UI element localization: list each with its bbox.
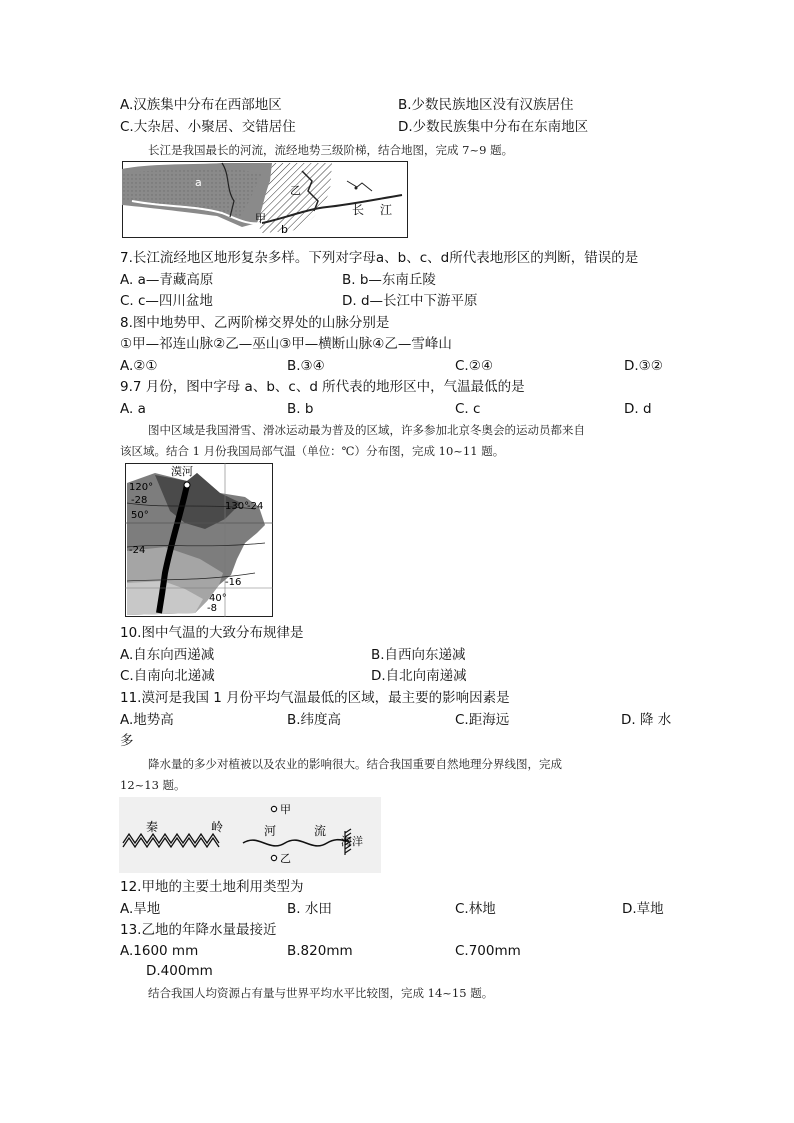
map1-label-jia: 甲	[255, 212, 266, 225]
map3-label-ocean: 海洋	[341, 835, 363, 848]
q7-stem: 7.长江流经地区地形复杂多样。下列对字母a、b、c、d所代表地形区的判断，错误的是	[120, 250, 639, 266]
map1-label-b: b	[281, 223, 288, 236]
map2-label-minus24-east: -24	[247, 501, 264, 512]
q7-option-a: A. a—青藏高原	[120, 272, 214, 288]
northeast-temperature-map	[125, 463, 273, 621]
qinling-boundary-map	[119, 797, 381, 877]
map2-label-50: 50°	[131, 510, 149, 521]
q12-stem: 12.甲地的主要土地利用类型为	[120, 879, 304, 895]
q9-option-d: D. d	[624, 401, 652, 417]
q8-option-d: D.③②	[624, 358, 663, 374]
map3-label-qin: 秦	[146, 820, 159, 834]
q10-stem: 10.图中气温的大致分布规律是	[120, 625, 304, 641]
q10-option-c: C.自南向北递减	[120, 668, 215, 684]
map2-label-minus28: -28	[131, 495, 148, 506]
q11-option-b: B.纬度高	[287, 712, 342, 728]
map1-label-jiang: 江	[380, 203, 393, 217]
yangtze-map	[122, 161, 408, 242]
map3-label-liu: 流	[314, 824, 327, 838]
q12-option-b: B. 水田	[287, 901, 332, 917]
q11-stem: 11.漠河是我国 1 月份平均气温最低的区域，最主要的影响因素是	[120, 690, 510, 706]
q8-list: ①甲—祁连山脉②乙—巫山③甲—横断山脉④乙—雪峰山	[120, 336, 452, 352]
q8-option-a: A.②①	[120, 358, 158, 374]
map2-label-40: 40°	[209, 593, 227, 604]
q6-option-b: B.少数民族地区没有汉族居住	[398, 97, 574, 113]
q11-option-d: D. 降 水	[621, 712, 672, 728]
q12-option-a: A.旱地	[120, 901, 161, 917]
q9-option-b: B. b	[287, 401, 314, 417]
q7-option-c: C. c—四川盆地	[120, 293, 213, 309]
q13-option-a: A.1600 mm	[120, 943, 199, 959]
q8-option-b: B.③④	[287, 358, 325, 374]
map2-label-minus24-west: -24	[129, 545, 146, 556]
q12-option-d: D.草地	[622, 901, 664, 917]
q8-option-c: C.②④	[455, 358, 493, 374]
map2-label-130: 130°	[225, 501, 250, 512]
q6-option-d: D.少数民族集中分布在东南地区	[398, 119, 589, 135]
q13-option-b: B.820mm	[287, 943, 353, 959]
q13-option-d: D.400mm	[146, 963, 213, 979]
q11-option-d-wrap: 多	[120, 733, 134, 749]
q8-stem: 8.图中地势甲、乙两阶梯交界处的山脉分别是	[120, 315, 390, 331]
map2-label-minus16: -16	[225, 577, 242, 588]
map1-label-a: a	[195, 176, 202, 189]
intro-7-9: 长江是我国最长的河流，流经地势三级阶梯，结合地图，完成 7~9 题。	[148, 143, 514, 157]
map2-label-mohe: 漠河	[171, 465, 193, 478]
q9-option-a: A. a	[120, 401, 146, 417]
q12-option-c: C.林地	[455, 901, 496, 917]
q11-option-c: C.距海远	[455, 712, 510, 728]
q6-option-a: A.汉族集中分布在西部地区	[120, 97, 282, 113]
map1-label-yi: 乙	[290, 184, 301, 197]
intro-10-11-line2: 该区域。结合 1 月份我国局部气温（单位：℃）分布图，完成 10~11 题。	[120, 444, 505, 458]
map3-label-jia: 甲	[280, 803, 291, 816]
map2-label-minus8: -8	[207, 603, 217, 614]
q9-stem: 9.7 月份，图中字母 a、b、c、d 所代表的地形区中，气温最低的是	[120, 379, 525, 395]
q6-option-c: C.大杂居、小聚居、交错居住	[120, 119, 296, 135]
q11-option-a: A.地势高	[120, 712, 174, 728]
q9-option-c: C. c	[455, 401, 481, 417]
q7-option-d: D. d—长江中下游平原	[342, 293, 478, 309]
map1-label-chang: 长	[352, 203, 365, 217]
q10-option-a: A.自东向西递减	[120, 647, 215, 663]
map3-label-ling: 岭	[211, 820, 224, 834]
q10-option-d: D.自北向南递减	[371, 668, 467, 684]
map3-label-he: 河	[264, 824, 277, 838]
intro-14-15: 结合我国人均资源占有量与世界平均水平比较图，完成 14~15 题。	[148, 986, 494, 1000]
map3-label-yi: 乙	[280, 852, 291, 865]
intro-10-11-line1: 图中区域是我国滑雪、滑冰运动最为普及的区域，许多参加北京冬奥会的运动员都来自	[148, 423, 585, 437]
q7-option-b: B. b—东南丘陵	[342, 272, 436, 288]
q10-option-b: B.自西向东递减	[371, 647, 466, 663]
q13-stem: 13.乙地的年降水量最接近	[120, 922, 277, 938]
intro-12-13-line2: 12~13 题。	[120, 778, 186, 792]
q13-option-c: C.700mm	[455, 943, 521, 959]
map2-label-120: 120°	[129, 482, 154, 493]
intro-12-13-line1: 降水量的多少对植被以及农业的影响很大。结合我国重要自然地理分界线图，完成	[148, 757, 562, 771]
